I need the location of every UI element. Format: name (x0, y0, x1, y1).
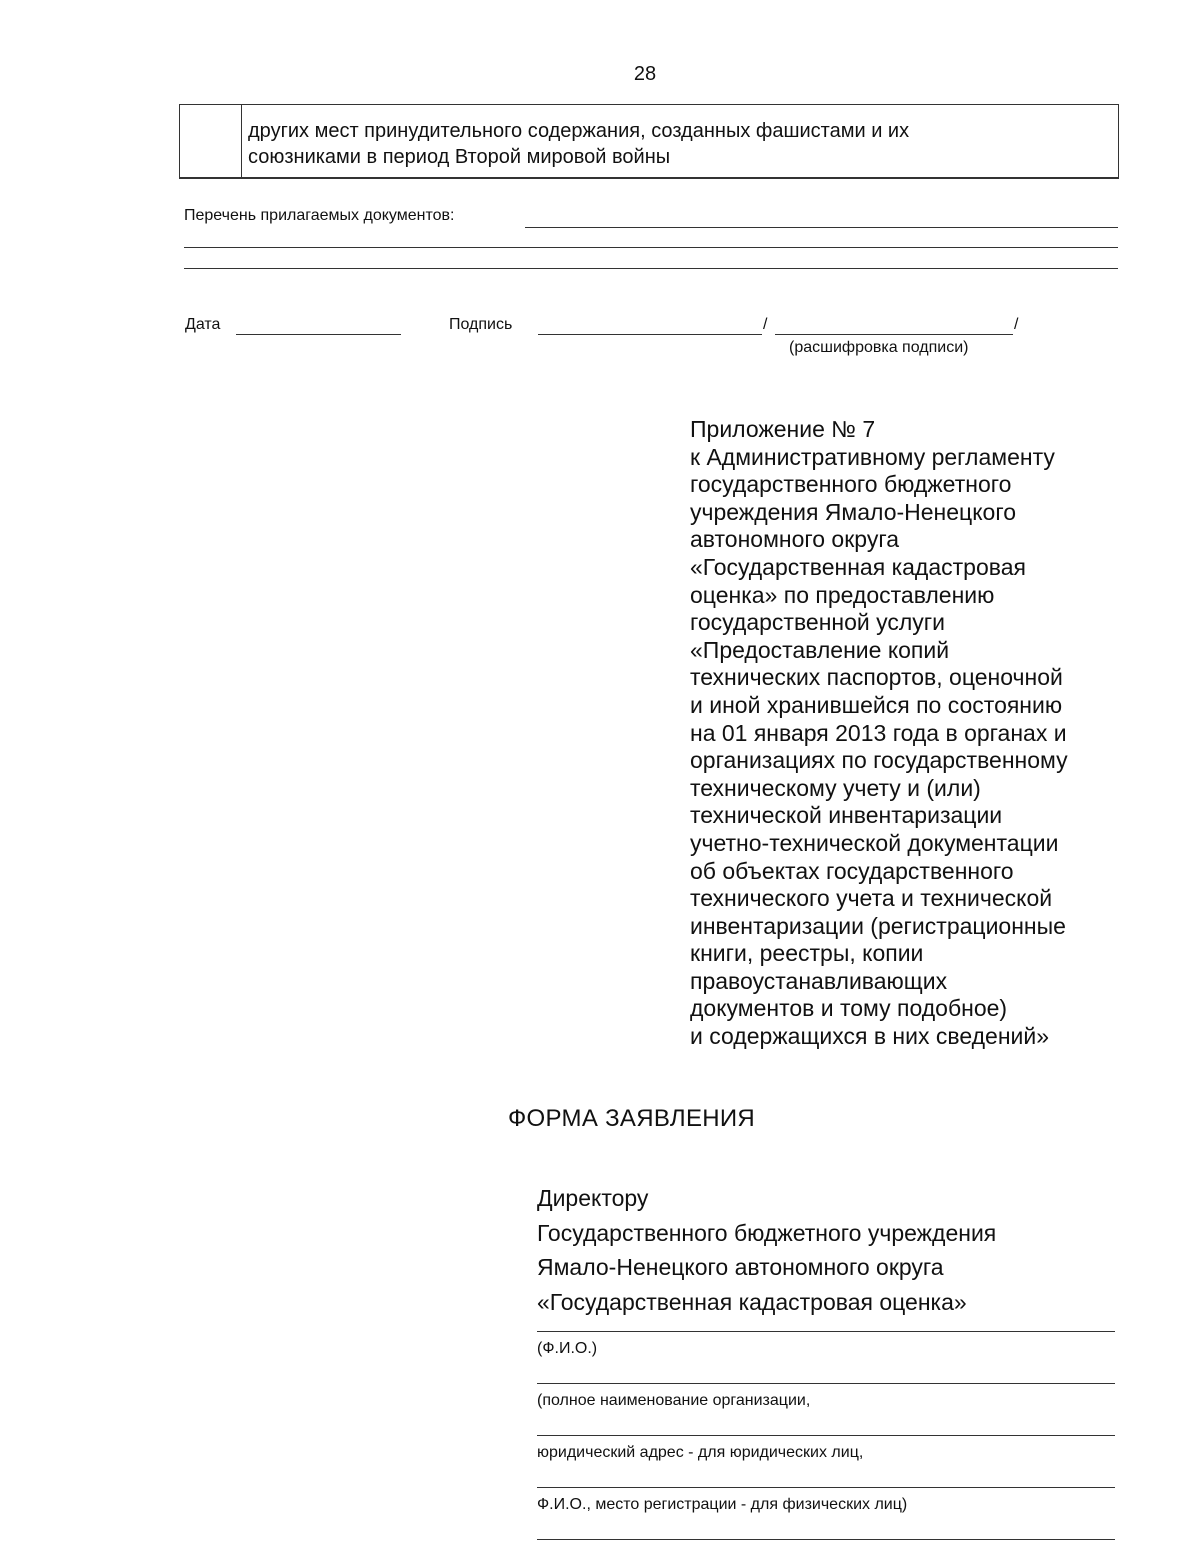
documents-list-line-1[interactable] (525, 227, 1118, 228)
signature-decoding-line[interactable] (775, 334, 1013, 335)
appendix-line: и содержащихся в них сведений» (690, 1023, 1050, 1050)
appendix-line: книги, реестры, копии (690, 940, 924, 967)
legal-address-caption: юридический адрес - для юридических лиц, (537, 1444, 864, 1461)
page-number: 28 (633, 63, 657, 85)
table-text-line-2: союзниками в период Второй мировой войны (248, 146, 671, 168)
appendix-line: учетно-технической документации (690, 829, 1059, 856)
date-label: Дата (185, 316, 221, 333)
individual-caption: Ф.И.О., место регистрации - для физических лиц) (537, 1496, 908, 1513)
appendix-line: документов и тому подобное) (690, 995, 1008, 1022)
extra-field-line[interactable] (537, 1539, 1115, 1540)
form-title: ФОРМА ЗАЯВЛЕНИЯ (508, 1105, 756, 1132)
documents-list-line-3[interactable] (184, 268, 1118, 269)
appendix-line: государственной услуги (690, 609, 946, 636)
fio-field-line[interactable] (537, 1331, 1115, 1332)
appendix-heading (690, 416, 1170, 1051)
fio-caption: (Ф.И.О.) (537, 1340, 598, 1357)
addressee-line-2: Государственного бюджетного учреждения (537, 1219, 997, 1246)
appendix-line: Приложение № 7 (690, 416, 876, 442)
appendix-line: на 01 января 2013 года в органах и (690, 719, 1067, 746)
addressee-line-3: Ямало-Ненецкого автономного округа (537, 1254, 944, 1280)
continuation-table (179, 104, 1119, 179)
appendix-line: инвентаризации (регистрационные (690, 912, 1066, 939)
appendix-line: техническому учету и (или) (690, 774, 981, 801)
appendix-line: правоустанавливающих (690, 967, 948, 994)
date-field-line[interactable] (236, 334, 401, 335)
signature-slash-1: / (763, 316, 768, 333)
table-text-cell (248, 118, 1110, 170)
org-name-field-line[interactable] (537, 1383, 1115, 1384)
appendix-line: «Предоставление копий (690, 636, 950, 663)
signature-slash-2: / (1014, 316, 1019, 333)
appendix-line: организациях по государственному (690, 747, 1068, 774)
appendix-line: технических паспортов, оценочной (690, 664, 1063, 691)
table-number-cell (180, 105, 242, 177)
table-text-line-1: других мест принудительного содержания, созданных фашистами и их (248, 120, 910, 142)
appendix-line: технического учета и технической (690, 885, 1053, 912)
legal-address-field-line[interactable] (537, 1435, 1115, 1436)
documents-list-label: Перечень прилагаемых документов: (184, 207, 455, 224)
appendix-line: и иной хранившейся по состоянию (690, 691, 1063, 718)
appendix-line: автономного округа (690, 526, 899, 553)
appendix-line: об объектах государственного (690, 857, 1014, 884)
appendix-line: государственного бюджетного (690, 471, 1012, 498)
signature-field-line[interactable] (538, 334, 762, 335)
appendix-line: «Государственная кадастровая (690, 553, 1026, 580)
org-name-caption: (полное наименование организации, (537, 1392, 811, 1409)
documents-list-line-2[interactable] (184, 247, 1118, 248)
appendix-line: оценка» по предоставлению (690, 581, 995, 608)
signature-decoding-caption: (расшифровка подписи) (789, 339, 969, 356)
appendix-line: учреждения Ямало-Ненецкого (690, 498, 1016, 525)
signature-label: Подпись (449, 316, 513, 333)
individual-field-line[interactable] (537, 1487, 1115, 1488)
addressee-block (537, 1181, 996, 1319)
appendix-line: технической инвентаризации (690, 802, 1003, 829)
addressee-line-1: Директору (537, 1185, 649, 1211)
appendix-line: к Административному регламенту (690, 443, 1055, 470)
addressee-line-4: «Государственная кадастровая оценка» (537, 1288, 967, 1315)
